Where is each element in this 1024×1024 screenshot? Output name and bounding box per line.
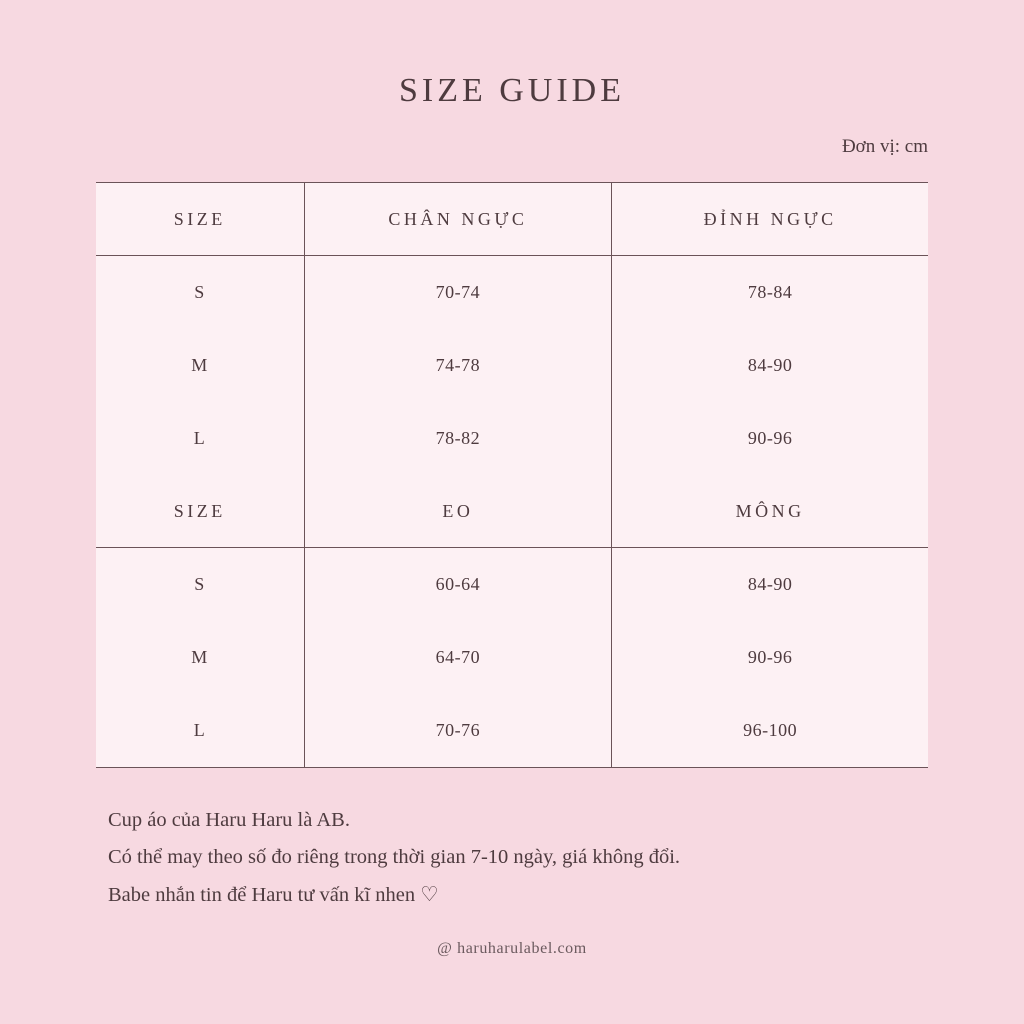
note-line-3: Babe nhắn tin để Haru tư vấn kĩ nhen ♡ bbox=[108, 883, 439, 906]
cell-chan-nguc: 70-74 bbox=[304, 256, 612, 330]
cell-dinh-nguc: 78-84 bbox=[612, 256, 928, 330]
cell-size: M bbox=[191, 355, 209, 375]
cell-chan-nguc: 78-82 bbox=[304, 402, 612, 475]
size-tables bbox=[96, 182, 928, 768]
footer-handle: @ haruharulabel.com bbox=[437, 939, 587, 957]
cell-dinh-nguc: 84-90 bbox=[612, 329, 928, 402]
header-size-2: SIZE bbox=[96, 475, 304, 548]
cell-size: L bbox=[193, 720, 206, 740]
table-row bbox=[96, 402, 928, 475]
table-row bbox=[96, 256, 928, 330]
header-mong: MÔNG bbox=[612, 475, 928, 548]
note-line-2: Có thể may theo số đo riêng trong thời gian 7-10 ngày, giá không đổi. bbox=[108, 846, 681, 869]
table-header-row-bust bbox=[96, 183, 928, 256]
table-row bbox=[96, 548, 928, 622]
size-table bbox=[96, 183, 928, 767]
cell-mong: 90-96 bbox=[612, 621, 928, 694]
header-size-1: SIZE bbox=[96, 183, 304, 256]
cell-size: M bbox=[191, 647, 209, 667]
cell-eo: 64-70 bbox=[304, 621, 612, 694]
cell-size: S bbox=[194, 574, 206, 594]
header-chan-nguc: CHÂN NGỰC bbox=[304, 183, 612, 256]
cell-eo: 60-64 bbox=[304, 548, 612, 622]
notes-block bbox=[108, 802, 928, 914]
cell-size: S bbox=[194, 282, 206, 302]
cell-eo: 70-76 bbox=[304, 694, 612, 767]
header-dinh-nguc: ĐỈNH NGỰC bbox=[612, 183, 928, 256]
table-header-row-waist bbox=[96, 475, 928, 548]
page-title: SIZE GUIDE bbox=[398, 72, 626, 109]
table-row bbox=[96, 694, 928, 767]
table-row bbox=[96, 621, 928, 694]
cell-size: L bbox=[193, 428, 206, 448]
cell-mong: 84-90 bbox=[612, 548, 928, 622]
header-eo: EO bbox=[304, 475, 612, 548]
cell-dinh-nguc: 90-96 bbox=[612, 402, 928, 475]
unit-note: Đơn vị: cm bbox=[841, 136, 928, 157]
table-row bbox=[96, 329, 928, 402]
cell-mong: 96-100 bbox=[612, 694, 928, 767]
note-line-1: Cup áo của Haru Haru là AB. bbox=[108, 809, 350, 831]
cell-chan-nguc: 74-78 bbox=[304, 329, 612, 402]
